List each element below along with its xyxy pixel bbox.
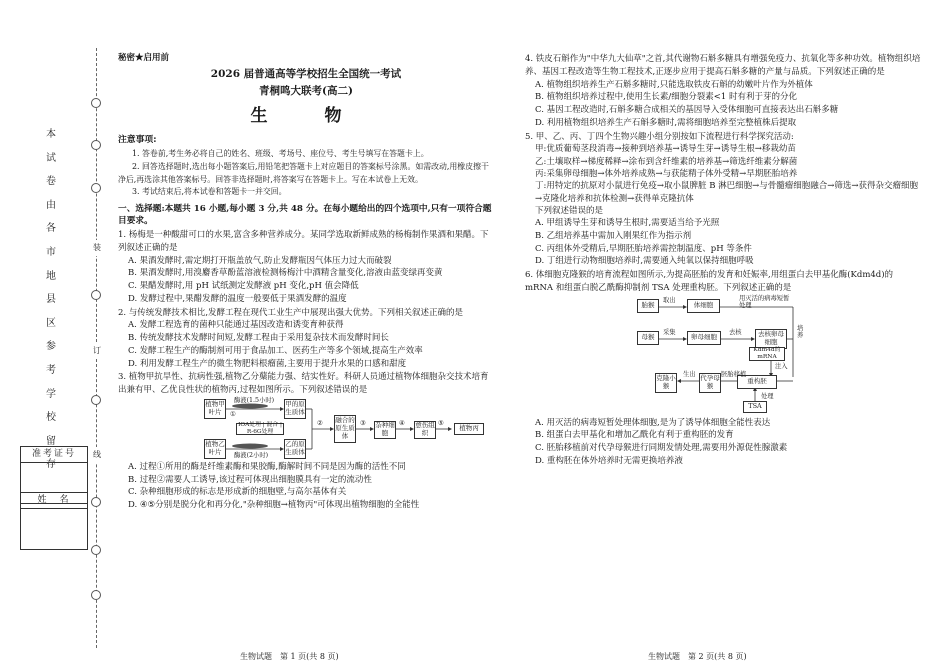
surrogate-box: 代孕母猴 bbox=[699, 373, 721, 393]
footer-page-1: 生物试题 第 1 页(共 8 页) bbox=[240, 652, 339, 662]
tsa-box: TSA bbox=[743, 401, 767, 413]
q5-option-b: B. 乙组培养基中需加入刚果红作为指示剂 bbox=[535, 230, 692, 241]
exam-id-label: 准考证号 bbox=[21, 447, 87, 463]
binding-char: 留 bbox=[46, 435, 56, 447]
binding-hole bbox=[91, 98, 101, 108]
q6-diagram bbox=[525, 295, 923, 417]
enzyme-1-label: 酶液(1.5小时) bbox=[234, 396, 275, 404]
q2-option-b: B. 传统发酵技术发酵时间短,发酵工程由于采用复杂技术而发酵时间长 bbox=[128, 333, 389, 344]
binding-char: 县 bbox=[46, 294, 56, 306]
binding-char: 卷 bbox=[46, 176, 56, 188]
q2-option-a: A. 发酵工程选育的菌种只能通过基因改造和诱变育种获得 bbox=[128, 320, 344, 331]
question-2: 2. 与传统发酵技术相比,发酵工程在现代工业生产中展现出强大优势。下列相关叙述正确的是 bbox=[118, 307, 464, 318]
q2-option-c: C. 发酵工程生产的酶制剂可用于食品加工、医药生产等多个领域,提高生产效率 bbox=[128, 345, 423, 356]
name-label: 姓 名 bbox=[21, 493, 87, 509]
culture-label: 培养 bbox=[797, 324, 804, 339]
binding-char: 市 bbox=[46, 246, 56, 258]
q5-option-d: D. 丁组进行动物细胞培养时,需要通入纯氧以保持细胞呼吸 bbox=[535, 256, 754, 267]
question-5: 5. 甲、乙、丙、丁四个生物兴趣小组分别按如下流程进行科学探究活动: bbox=[525, 131, 794, 142]
binding-hole bbox=[91, 545, 101, 555]
name-box[interactable] bbox=[20, 492, 88, 550]
q5-ask: 下列叙述错误的是 bbox=[535, 205, 604, 216]
q1-option-a: A. 果酒发酵时,需定期打开瓶盖放气,防止发酵瓶因气体压力过大而破裂 bbox=[128, 255, 392, 266]
binding-char: 区 bbox=[46, 317, 56, 329]
binding-char: 存 bbox=[46, 459, 56, 471]
plant-a-box: 植物甲叶片 bbox=[204, 399, 226, 419]
step-5-label: ⑤ bbox=[438, 419, 444, 427]
proto-a-box: 甲的原生质体 bbox=[284, 399, 306, 419]
plant-b-box: 植物乙叶片 bbox=[204, 439, 226, 459]
q3-diagram-arrows bbox=[118, 397, 494, 461]
plant-c-box: 植物丙 bbox=[454, 423, 484, 435]
q6-option-b: B. 组蛋白去甲基化和增加乙酰化有利于重构胚的发育 bbox=[535, 430, 734, 441]
question-6: 6. 体细胞克隆猴的培育流程如图所示,为提高胚胎的发育和妊娠率,用组蛋白去甲基化酶(Kdm4d)的 mRNA 和组蛋白脱乙酰酶抑制剂 TSA 处理重构胚。下列叙述正确的是 bbox=[525, 270, 894, 293]
q6-diagram-arrows bbox=[525, 295, 923, 417]
footer-page-2: 生物试题 第 2 页(共 8 页) bbox=[648, 652, 747, 662]
q5-flow-a: 甲:优质葡萄茎段消毒→接种到培养基→诱导生芽→诱导生根→移栽幼苗 bbox=[535, 144, 796, 155]
enuc-oocyte-box: 去核卵母细胞 bbox=[755, 329, 787, 349]
binding-char: 各 bbox=[46, 223, 56, 235]
q6-option-a: A. 用灭活的病毒短暂处理体细胞,是为了诱导体细胞全能性表达 bbox=[535, 417, 771, 428]
q3-diagram bbox=[118, 397, 494, 461]
q6-option-d: D. 重构胚在体外培养时无需更换培养液 bbox=[535, 455, 683, 466]
fused-box: 融合的原生质体 bbox=[334, 415, 356, 443]
q4-option-c: C. 基因工程改造时,石斛多糖合成相关的基因导入受体细胞可直接表达出石斛多糖 bbox=[535, 105, 839, 115]
binding-hole bbox=[91, 140, 101, 150]
mrna-box: Kdm4d的mRNA bbox=[749, 347, 785, 361]
question-3: 3. 植物甲抗旱性、抗病性强,植物乙分蘖能力强、结实性好。科研人员通过植物体细胞杂交技术培育出兼有甲、乙优良性状的植物丙,过程如图所示。下列叙述错误的是 bbox=[118, 372, 489, 396]
enzyme-2-label: 酶液(2小时) bbox=[234, 451, 269, 459]
exam-subtitle: 青桐鸣大联考(高二) bbox=[259, 84, 353, 97]
q3-option-d: D. ④⑤分别是脱分化和再分化,"杂种细胞→植物丙"可体现出植物细胞的全能性 bbox=[128, 500, 420, 511]
q1-option-c: C. 果醋发酵时,用 pH 试纸测定发酵液 pH 变化,pH 值会降低 bbox=[128, 281, 359, 292]
inject-label: 注入 bbox=[775, 362, 788, 370]
step-4-label: ④ bbox=[399, 419, 405, 427]
binding-char: 本 bbox=[46, 129, 56, 140]
birth-label: 生出 bbox=[683, 370, 696, 378]
q5-option-a: A. 甲组诱导生芽和诱导生根时,需要适当给予光照 bbox=[535, 218, 720, 229]
virus-label: 用灭活的病毒短暂处理 bbox=[739, 294, 790, 309]
q5-flow-b: 乙:土壤取样→梯度稀释→涂布到含纤维素的培养基→筛选纤维素分解菌 bbox=[535, 156, 798, 167]
question-4: 4. 铁皮石斛作为"中华九大仙草"之首,其代谢物石斛多糖具有增强免疫力、抗氧化等多种功效。植物组织培养、基因工程改造等生物工程技术,正逐步应用于提高石斛多糖的产量与品质。下列叙述正确的是 bbox=[525, 54, 921, 77]
enucleate-label: 去核 bbox=[729, 328, 742, 336]
binding-hole bbox=[91, 395, 101, 405]
binding-word-ding: 订 bbox=[93, 343, 101, 359]
q3-option-a: A. 过程①所用的酶是纤维素酶和果胶酶,酶解时间不同是因为酶的活性不同 bbox=[128, 461, 406, 472]
q1-option-d: D. 发酵过程中,果醋发酵的温度一般要低于果酒发酵的温度 bbox=[128, 293, 347, 304]
q3-option-c: C. 杂种细胞形成的标志是形成新的细胞壁,与高尔基体有关 bbox=[128, 487, 347, 498]
q5-option-c: C. 丙组体外受精后,早期胚胎培养需控制温度、pH 等条件 bbox=[535, 243, 752, 254]
binding-char: 试 bbox=[46, 152, 56, 164]
binding-char: 地 bbox=[46, 270, 56, 282]
binding-hole bbox=[91, 183, 101, 193]
tsa-treat-label: 处理 bbox=[761, 392, 774, 400]
binding-margin bbox=[0, 0, 112, 672]
q4-option-b: B. 植物组织培养过程中,使用生长素/细胞分裂素<1 时有利于芽的分化 bbox=[535, 92, 797, 103]
mother-box: 母猴 bbox=[637, 331, 659, 345]
q5-flow-c: 丙:采集卵母细胞→体外培养成熟→与获能精子体外受精→早期胚胎培养 bbox=[535, 168, 798, 179]
step-2-label: ② bbox=[317, 419, 323, 427]
binding-char: 考 bbox=[46, 364, 56, 376]
binding-char: 校 bbox=[46, 412, 56, 424]
q2-option-d: D. 利用发酵工程生产的微生物肥料根瘤菌,主要用于提升水果的口感和甜度 bbox=[128, 358, 407, 369]
collect-label: 采集 bbox=[663, 328, 676, 336]
page-1 bbox=[118, 52, 494, 512]
fetus-box: 胎猴 bbox=[637, 299, 659, 313]
step-3-label: ③ bbox=[360, 419, 366, 427]
section-heading: 一、选择题:本题共 16 小题,每小题 3 分,共 48 分。在每小题给出的四个选项中,只有一项符合题目要求。 bbox=[118, 203, 492, 227]
binding-char: 学 bbox=[46, 388, 56, 400]
notes-heading: 注意事项: bbox=[118, 135, 157, 146]
binding-word-xian: 线 bbox=[93, 447, 101, 463]
somatic-box: 体细胞 bbox=[687, 299, 720, 313]
q4-option-a: A. 植物组织培养生产石斛多糖时,只能选取铁皮石斛的幼嫩叶片作为外植体 bbox=[535, 79, 813, 90]
subject-title: 生 物 bbox=[250, 105, 362, 126]
proto-b-box: 乙的原生质体 bbox=[284, 439, 306, 459]
transfer-label: 胚胎移植 bbox=[721, 370, 747, 378]
binding-hole bbox=[91, 290, 101, 300]
callus-box: 愈伤组织 bbox=[415, 420, 435, 437]
binding-notice bbox=[44, 130, 58, 484]
q3-option-b: B. 过程②需要人工诱导,该过程可体现出细胞膜具有一定的流动性 bbox=[128, 474, 372, 485]
note-item: 1. 答卷前,考生务必将自己的姓名、班级、考场号、座位号、考生号填写在答题卡上。 bbox=[132, 149, 429, 159]
name-field[interactable] bbox=[21, 509, 87, 549]
binding-char: 由 bbox=[46, 199, 56, 211]
clone-box: 克隆小猴 bbox=[655, 373, 677, 393]
question-1: 1. 杨梅是一种酸甜可口的水果,富含多种营养成分。某同学选取新鲜成熟的杨梅制作果酒和果醋。下列叙述正确的是 bbox=[118, 230, 489, 253]
oocyte-box: 卵母细胞 bbox=[687, 331, 721, 345]
binding-char: 参 bbox=[46, 341, 56, 353]
treatment-box: IOA处理 | 混合 | R-6G处理 bbox=[236, 423, 284, 435]
hybrid-box: 杂种细胞 bbox=[375, 420, 395, 437]
q5-flow-d: 丁:用特定的抗原对小鼠进行免疫→取小鼠脾脏 B 淋巴细胞→与骨髓瘤细胞融合→筛选→获得杂交瘤细胞→克隆化培养和抗体检测→获得单克隆抗体 bbox=[535, 181, 919, 204]
q1-option-b: B. 果酒发酵时,用溴麝香草酚蓝溶液检测杨梅汁中酒精含量变化,溶液由蓝变绿再变黄 bbox=[128, 268, 443, 279]
note-item: 2. 回答选择题时,选出每小题答案后,用铅笔把答题卡上对应题目的答案标号涂黑。如需改动,用橡皮擦干净后,再选涂其他答案标号。回答非选择题时,将答案写在答题卡上。写在本试卷上无效。 bbox=[118, 161, 489, 184]
q6-option-c: C. 胚胎移植前对代孕母猴进行同期发情处理,需要用外源促性腺激素 bbox=[535, 443, 788, 454]
binding-hole bbox=[91, 497, 101, 507]
note-item: 3. 考试结束后,将本试卷和答题卡一并交回。 bbox=[132, 187, 287, 197]
step-1-label: ① bbox=[230, 410, 236, 418]
recon-box: 重构胚 bbox=[737, 375, 777, 389]
secret-label: 秘密★启用前 bbox=[118, 53, 170, 63]
page-2 bbox=[525, 52, 923, 468]
binding-word-zhuang: 装 bbox=[93, 240, 101, 256]
q4-option-d: D. 利用植物组织培养生产石斛多糖时,需将细胞培养至完整植株后提取 bbox=[535, 117, 797, 128]
exam-title: 2026 届普通高等学校招生全国统一考试 bbox=[210, 68, 402, 81]
binding-hole bbox=[91, 590, 101, 600]
take-label: 取出 bbox=[663, 296, 676, 304]
